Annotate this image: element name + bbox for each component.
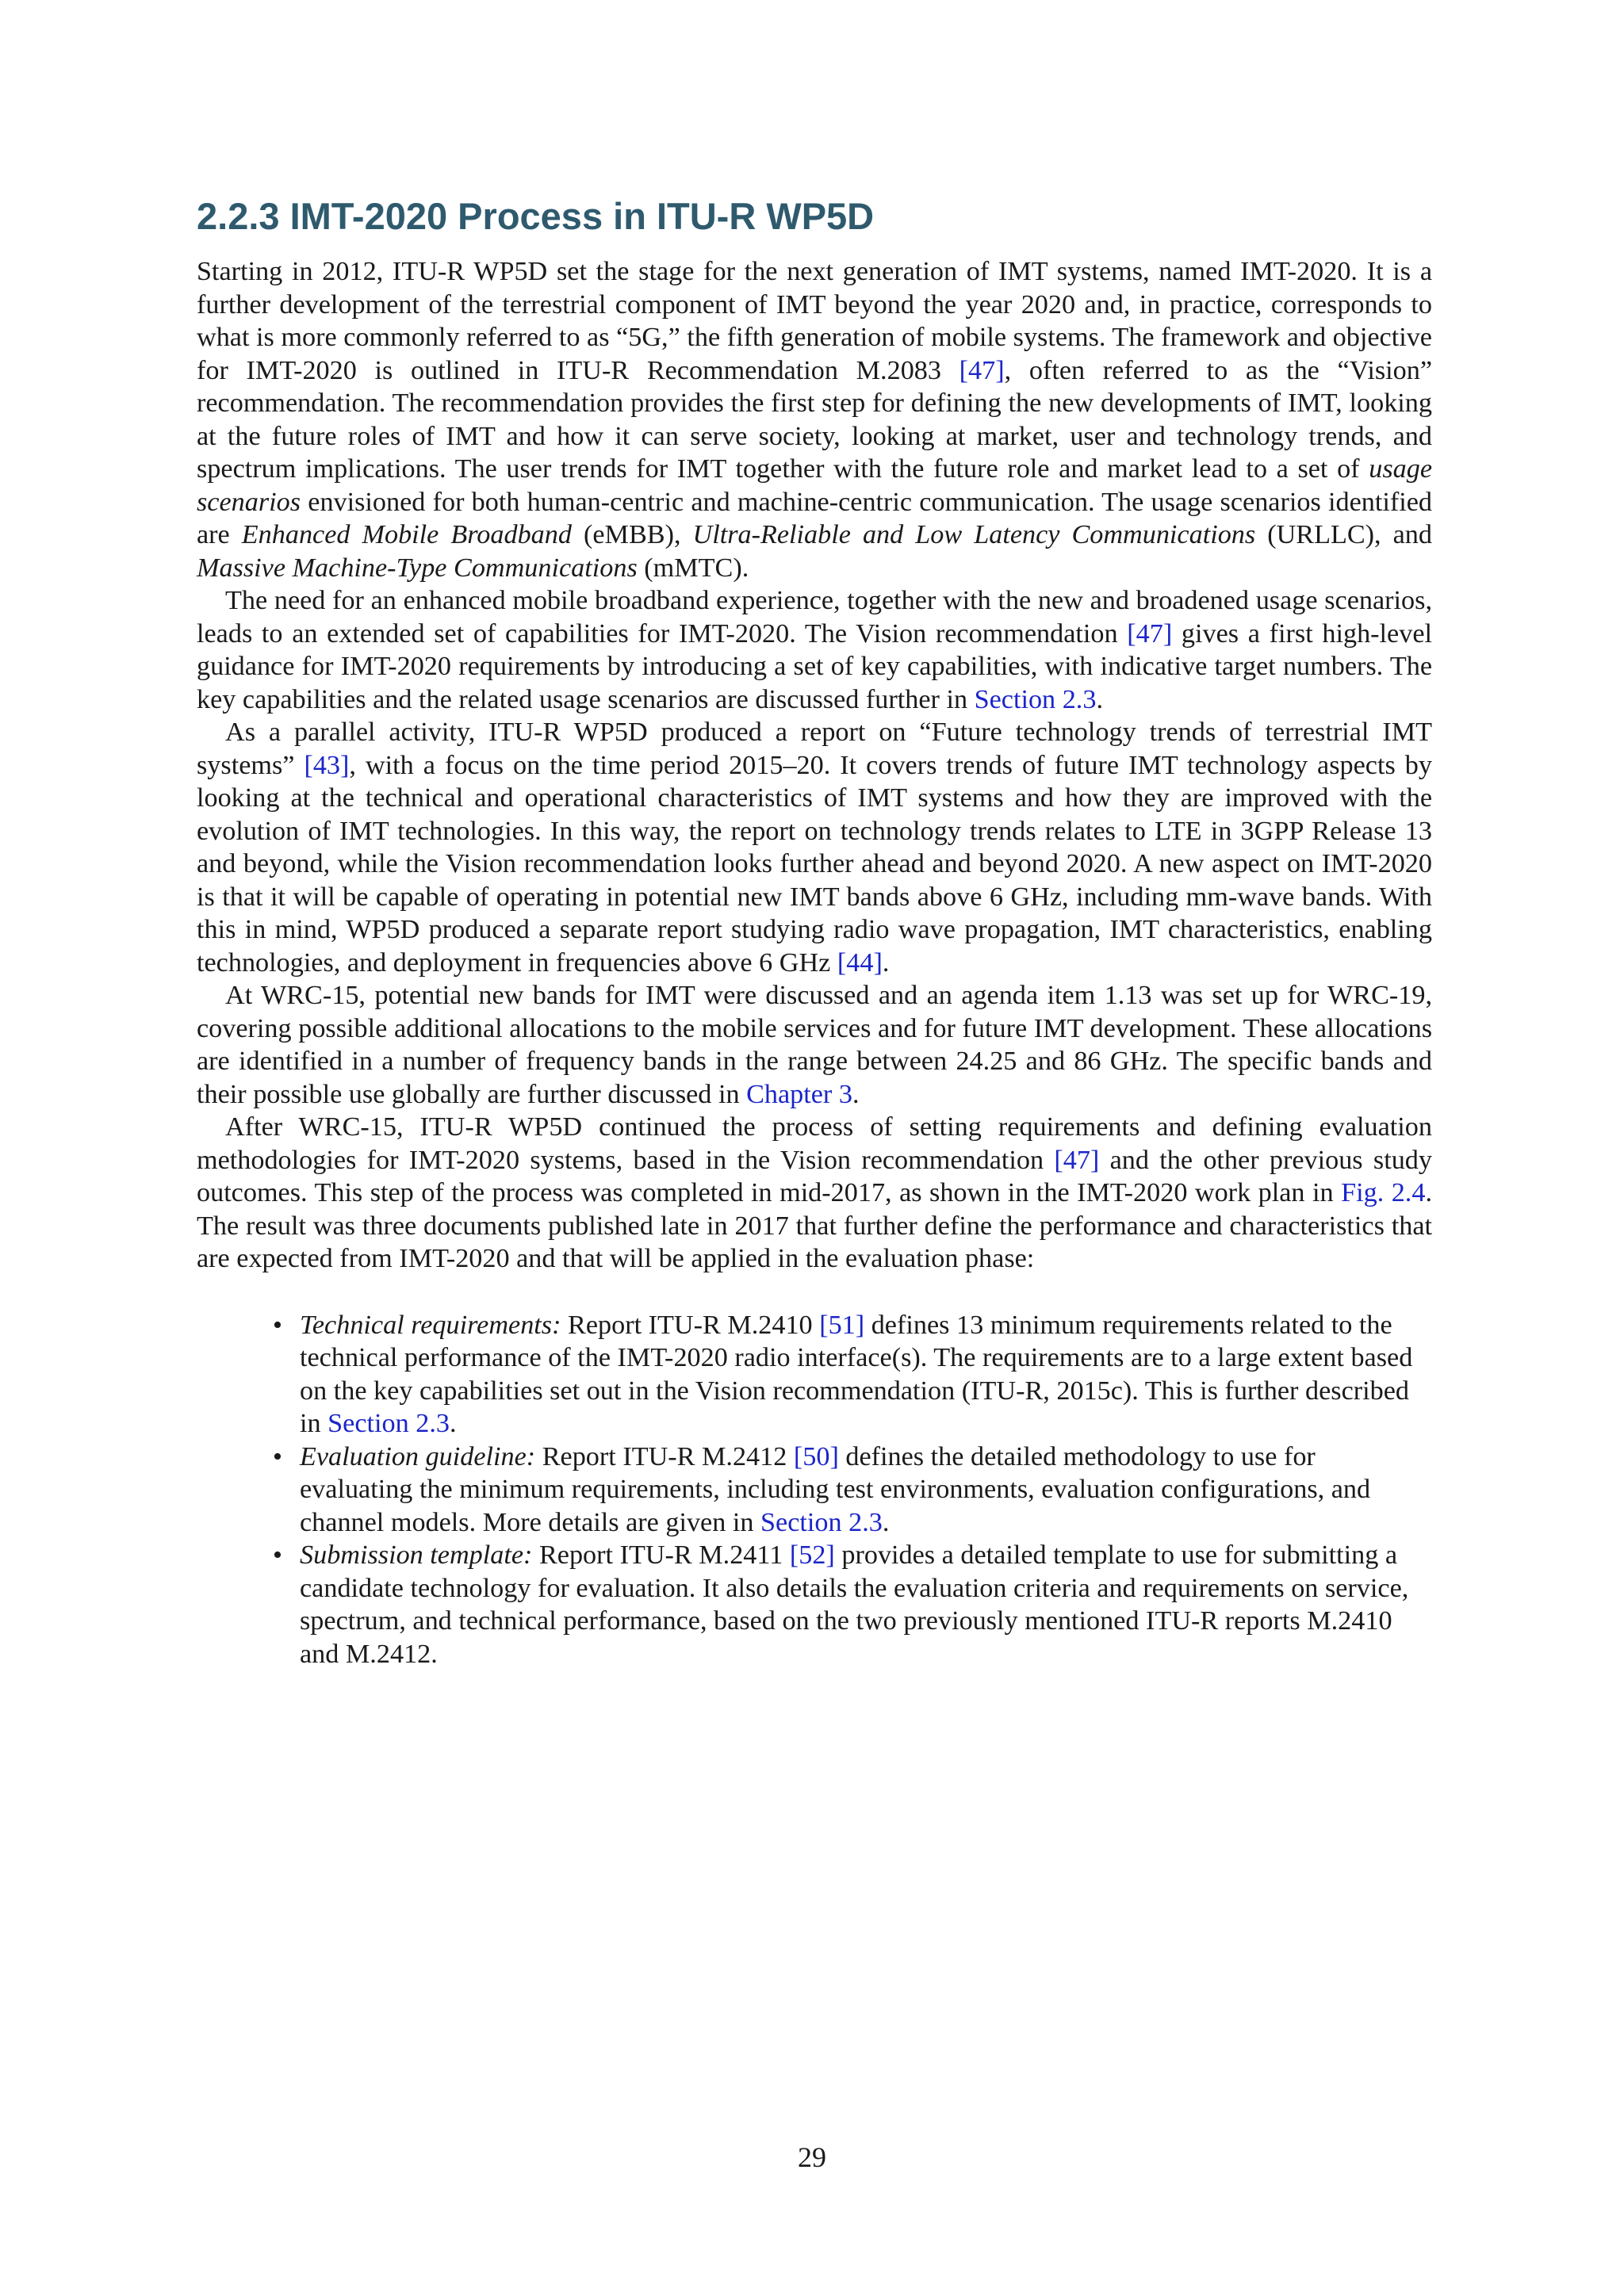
emphasis: Enhanced Mobile Broadband: [241, 520, 572, 549]
citation-link[interactable]: [44]: [837, 947, 883, 978]
page-number: 29: [798, 2141, 826, 2173]
bullet-icon: •: [273, 1441, 282, 1471]
citation-link[interactable]: [47]: [1054, 1145, 1100, 1175]
emphasis: Ultra-Reliable and Low Latency Communications: [692, 520, 1256, 549]
citation-link[interactable]: [47]: [1127, 618, 1173, 649]
section-heading: 2.2.3 IMT-2020 Process in ITU-R WP5D: [197, 195, 875, 237]
item-label: Evaluation guideline:: [300, 1441, 536, 1471]
document-page: [197, 190, 1432, 1670]
emphasis: Massive Machine-Type Communications: [197, 553, 638, 583]
item-label: Submission template:: [300, 1540, 533, 1570]
section-link[interactable]: Section 2.3: [327, 1409, 450, 1438]
list-item: • Evaluation guideline: Report ITU-R M.2412 [50] defines the detailed methodology to use for evaluating the minimum requirements, including test environments, evaluation configurations, and channel models. More details are given in Section 2.3.: [273, 1441, 1371, 1537]
chapter-link[interactable]: Chapter 3: [746, 1079, 852, 1109]
citation-link[interactable]: [43]: [304, 750, 350, 780]
section-link[interactable]: Section 2.3: [974, 684, 1097, 714]
paragraph-3: As a parallel activity, ITU-R WP5D produced a report on “Future technology trends of terrestrial IMT systems” [43], with a focus on the time period 2015–20. It covers trends of future IMT technology aspects by looking at the technical and operational characteristics of IMT systems and how they are improved with the evolution of IMT technologies. In this way, the report on technology trends relates to LTE in 3GPP Release 13 and beyond, while the Vision recommendation looks further ahead and beyond 2020. A new aspect on IMT-2020 is that it will be capable of operating in potential new IMT bands above 6 GHz, including mm-wave bands. With this in mind, WP5D produced a separate report studying radio wave propagation, IMT characteristics, enabling technologies, and deployment in frequencies above 6 GHz [44].: [197, 718, 1432, 978]
paragraph-2: The need for an enhanced mobile broadband experience, together with the new and broadened usage scenarios, leads to an extended set of capabilities for IMT-2020. The Vision recommendation [47] gives a first high-level guidance for IMT-2020 requirements by introducing a set of key capabilities, with indicative target numbers. The key capabilities and the related usage scenarios are discussed further in Section 2.3.: [197, 586, 1432, 714]
bullet-icon: •: [273, 1540, 282, 1570]
citation-link[interactable]: [47]: [959, 355, 1005, 385]
section-link[interactable]: Section 2.3: [760, 1507, 883, 1537]
paragraph-1: Starting in 2012, ITU-R WP5D set the stage for the next generation of IMT systems, named IMT-2020. It is a further development of the terrestrial component of IMT beyond the year 2020 and, in practice, corresponds to what is more commonly referred to as “5G,” the fifth generation of mobile systems. The framework and objective for IMT-2020 is outlined in ITU-R Recommendation M.2083 [47], often referred to as the “Vision” recommendation. The recommendation provides the first step for defining the new developments of IMT, looking at the future roles of IMT and how it can serve society, looking at market, user and technology trends, and spectrum implications. The user trends for IMT together with the future role and market lead to a set of usage scenarios envisioned for both human-centric and machine-centric communication. The usage scenarios identified are Enhanced Mobile Broadband (eMBB), Ultra-Reliable and Low Latency Communications (URLLC), and Massive Machine-Type Communications (mMTC).: [197, 257, 1432, 583]
figure-link[interactable]: Fig. 2.4: [1341, 1178, 1426, 1207]
citation-link[interactable]: [52]: [789, 1540, 835, 1570]
list-item: • Submission template: Report ITU-R M.2411 [52] provides a detailed template to use for submitting a candidate technology for evaluation. It also details the evaluation criteria and requirements on service, spectrum, and technical performance, based on the two previously mentioned ITU-R reports M.2410 and M.2412.: [273, 1540, 1409, 1669]
bullet-icon: •: [273, 1310, 282, 1340]
citation-link[interactable]: [50]: [793, 1441, 839, 1471]
citation-link[interactable]: [51]: [819, 1310, 865, 1340]
bullet-list: [197, 1309, 1426, 1671]
paragraph-4: At WRC-15, potential new bands for IMT were discussed and an agenda item 1.13 was set up for WRC-19, covering possible additional allocations to the mobile services and for future IMT development. These allocations are identified in a number of frequency bands in the range between 24.25 and 86 GHz. The specific bands and their possible use globally are further discussed in Chapter 3.: [197, 981, 1432, 1109]
emphasis: usage scenarios: [197, 454, 1432, 517]
item-label: Technical requirements:: [300, 1310, 561, 1340]
paragraph-5: After WRC-15, ITU-R WP5D continued the process of setting requirements and defining evaluation methodologies for IMT-2020 systems, based in the Vision recommendation [47] and the other previous study outcomes. This step of the process was completed in mid-2017, as shown in the IMT-2020 work plan in Fig. 2.4. The result was three documents published late in 2017 that further define the performance and characteristics that are expected from IMT-2020 and that will be applied in the evaluation phase:: [197, 1112, 1432, 1273]
list-item: • Technical requirements: Report ITU-R M.2410 [51] defines 13 minimum requirements related to the technical performance of the IMT-2020 radio interface(s). The requirements are to a large extent based on the key capabilities set out in the Vision recommendation (ITU-R, 2015c). This is further described in Section 2.3.: [273, 1310, 1413, 1438]
